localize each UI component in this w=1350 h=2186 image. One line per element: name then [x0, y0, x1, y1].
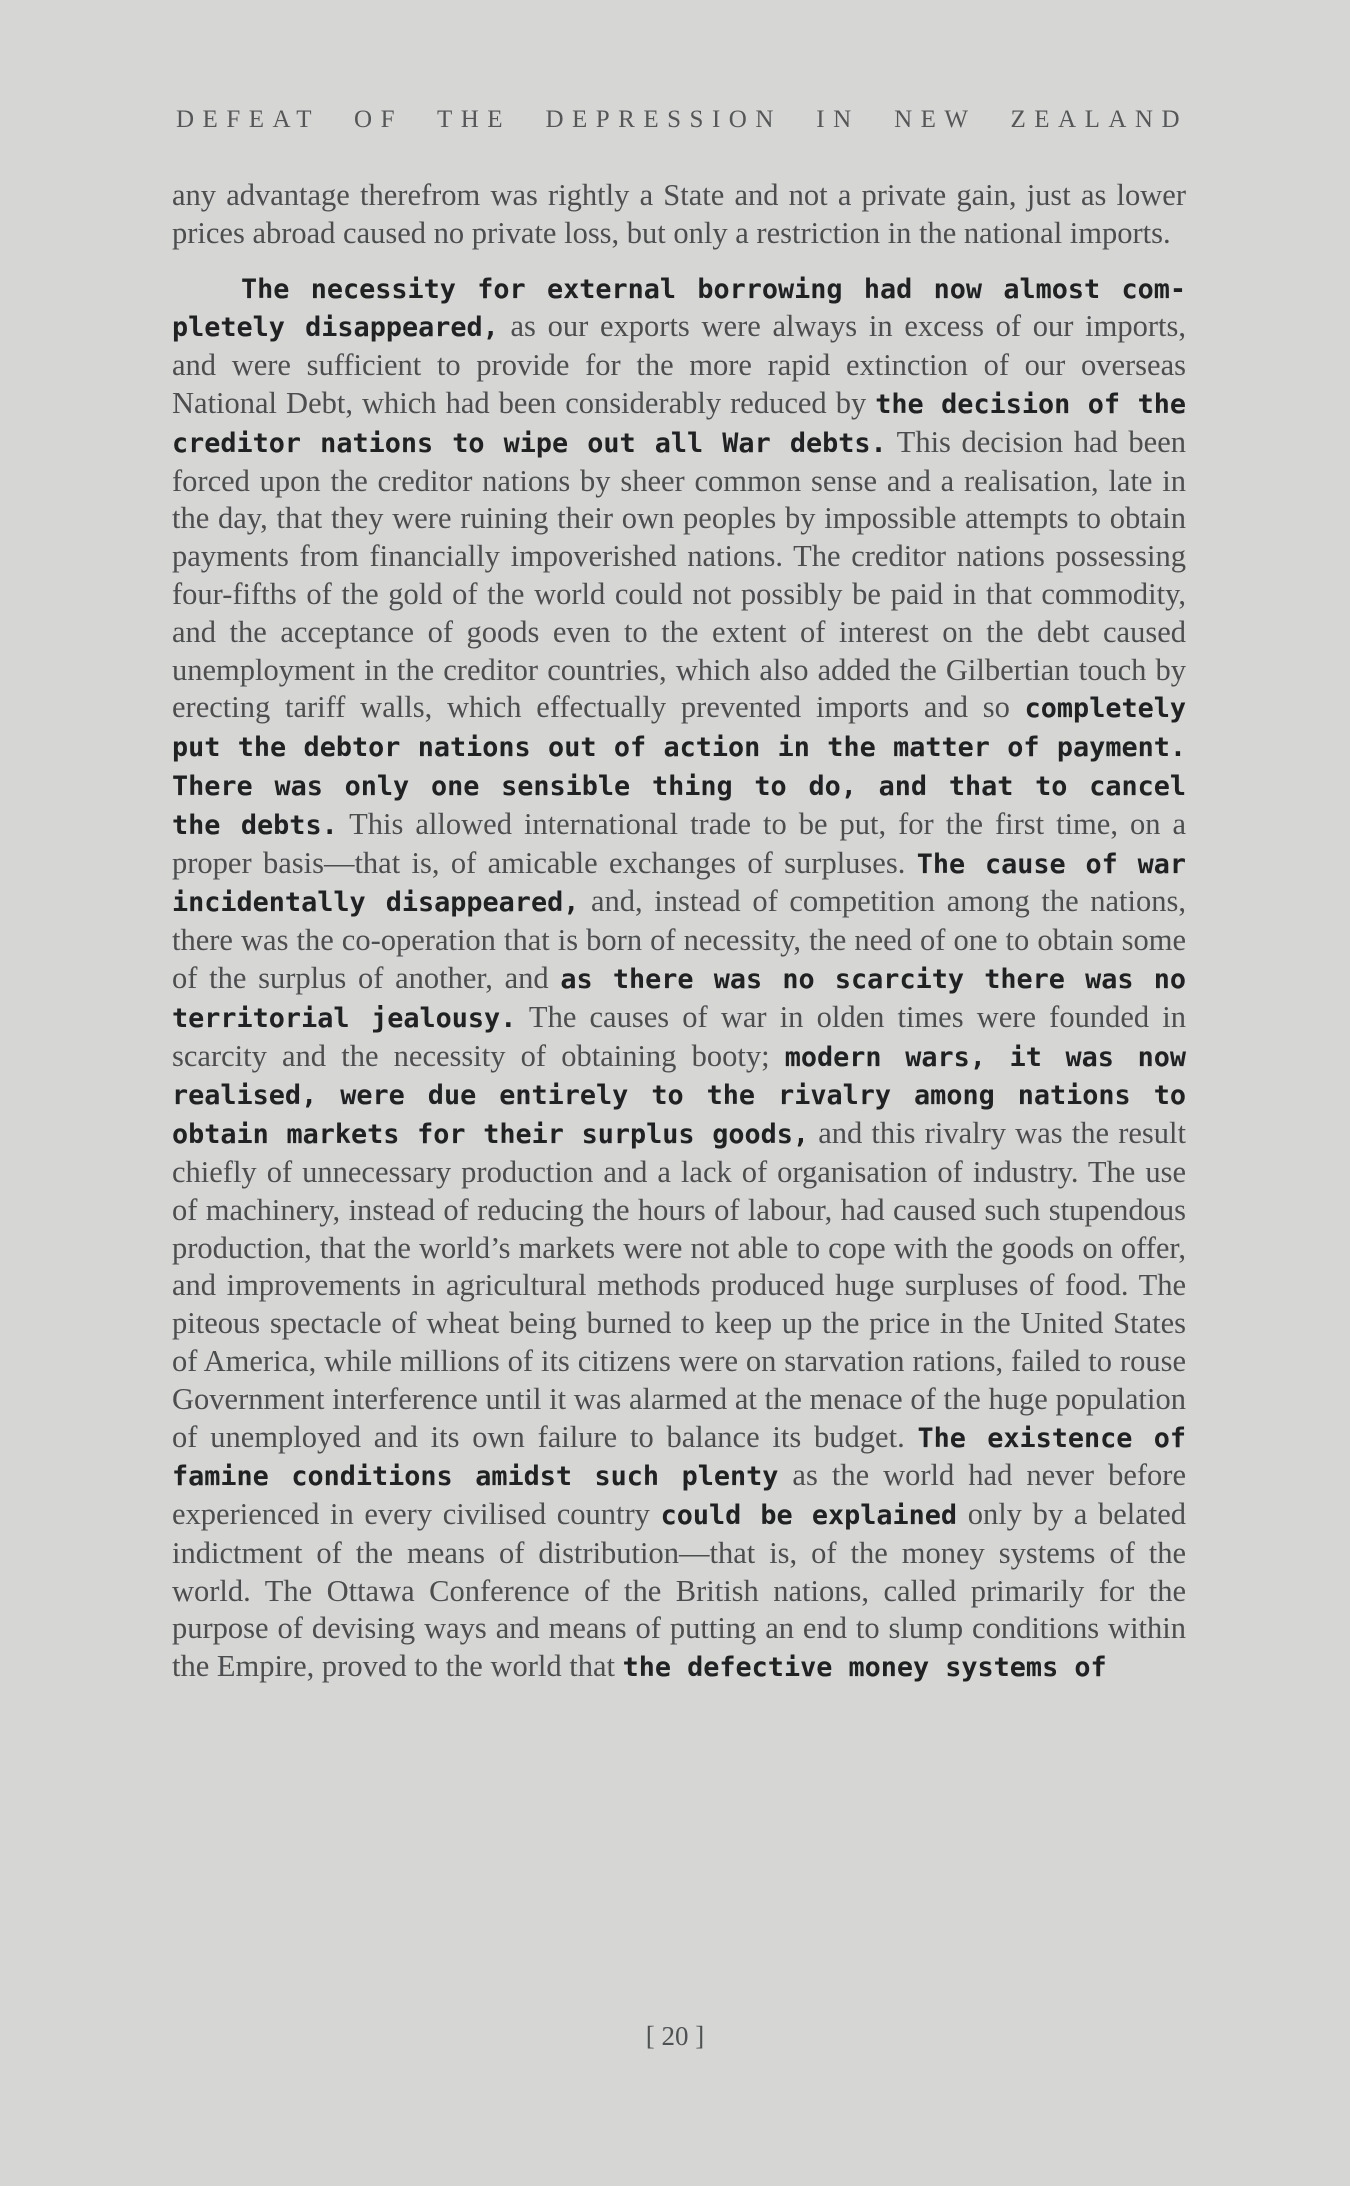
- emphasized-text: could be explained: [660, 1500, 958, 1532]
- text-run: only by a belated indictment of the means of distribution—that is, of the money systems of the world. The Ottawa Conference of the British nations, called primarily for the purpose of devising ways and means of putting an end to slump conditions within the Empire, proved to the world that: [172, 1497, 1186, 1684]
- text-run: any advantage therefrom was rightly a State and not a private gain, just as lower prices abroad caused no private loss, but only a restriction in the national imports.: [172, 178, 1186, 250]
- emphasized-text: The cause of war incidentally disappeared,: [172, 848, 1186, 919]
- page-number: [ 20 ]: [645, 2021, 705, 2051]
- text-run: as our exports were always in excess of our imports, and were sufficient to provide for the more rapid extinction of our overseas National Debt, which had been considerably reduced by: [172, 309, 1186, 420]
- text-run: and this rivalry was the result chiefly of unnecessary production and a lack of organisation of industry. The use of machinery, instead of reducing the hours of labour, had caused such stupendous production, that the world’s markets were not able to cope with the goods on offer, and improvements in agricultural methods produced huge surpluses of food. The piteous spectacle of wheat being burned to keep up the price in the United States of America, while millions of its citizens were on starvation rations, failed to rouse Government interference until it was alarmed at the menace of the huge population of unemployed and its own failure to balance its budget.: [172, 1116, 1186, 1454]
- text-run: The causes of war in olden times were founded in scarcity and the necessity of obtaining booty;: [172, 999, 1186, 1073]
- emphasized-text: as there was no scarcity there was no territorial jealousy.: [172, 963, 1186, 1034]
- emphasized-text: completely put the debtor nations out of action in the matter of payment. There was only one sensible thing to do, and that to cancel the debts.: [172, 693, 1186, 841]
- body-text: [172, 177, 1186, 1687]
- emphasized-text: The existence of famine conditions amidst such plenty: [172, 1422, 1186, 1493]
- emphasized-text: the defective money systems of: [622, 1652, 1107, 1684]
- text-run: This allowed international trade to be put, for the first time, on a proper basis—that is, of amicable exchanges of surpluses.: [172, 806, 1186, 880]
- text-run: as the world had never before experienced in every civilised country: [172, 1458, 1187, 1532]
- emphasized-text: the decision of the creditor nations to wipe out all War debts.: [172, 388, 1186, 459]
- paragraph: [172, 270, 1186, 1687]
- text-run: and, instead of competition among the nations, there was the co-operation that is born of necessity, the need of one to obtain some of the surplus of another, and: [172, 884, 1186, 995]
- running-head: DEFEAT OF THE DEPRESSION IN NEW ZEALAND: [176, 106, 1188, 133]
- emphasized-text: modern wars, it was now realised, were due entirely to the rivalry among nations to obtain markets for their surplus goods,: [172, 1041, 1186, 1151]
- paragraph: [172, 177, 1186, 253]
- emphasized-text: The necessity for external borrowing had now almost completely disappeared,: [172, 273, 1186, 344]
- text-run: This decision had been forced upon the creditor nations by sheer common sense and a realisation, late in the day, that they were ruining their own peoples by impossible attempts to obtain payments from financially impoverished nations. The creditor nations possessing four-fifths of the gold of the world could not possibly be paid in that commodity, and the acceptance of goods even to the extent of interest on the debt caused unemployment in the creditor countries, which also added the Gilbertian touch by erecting tariff walls, which effectually prevented imports and so: [172, 424, 1186, 725]
